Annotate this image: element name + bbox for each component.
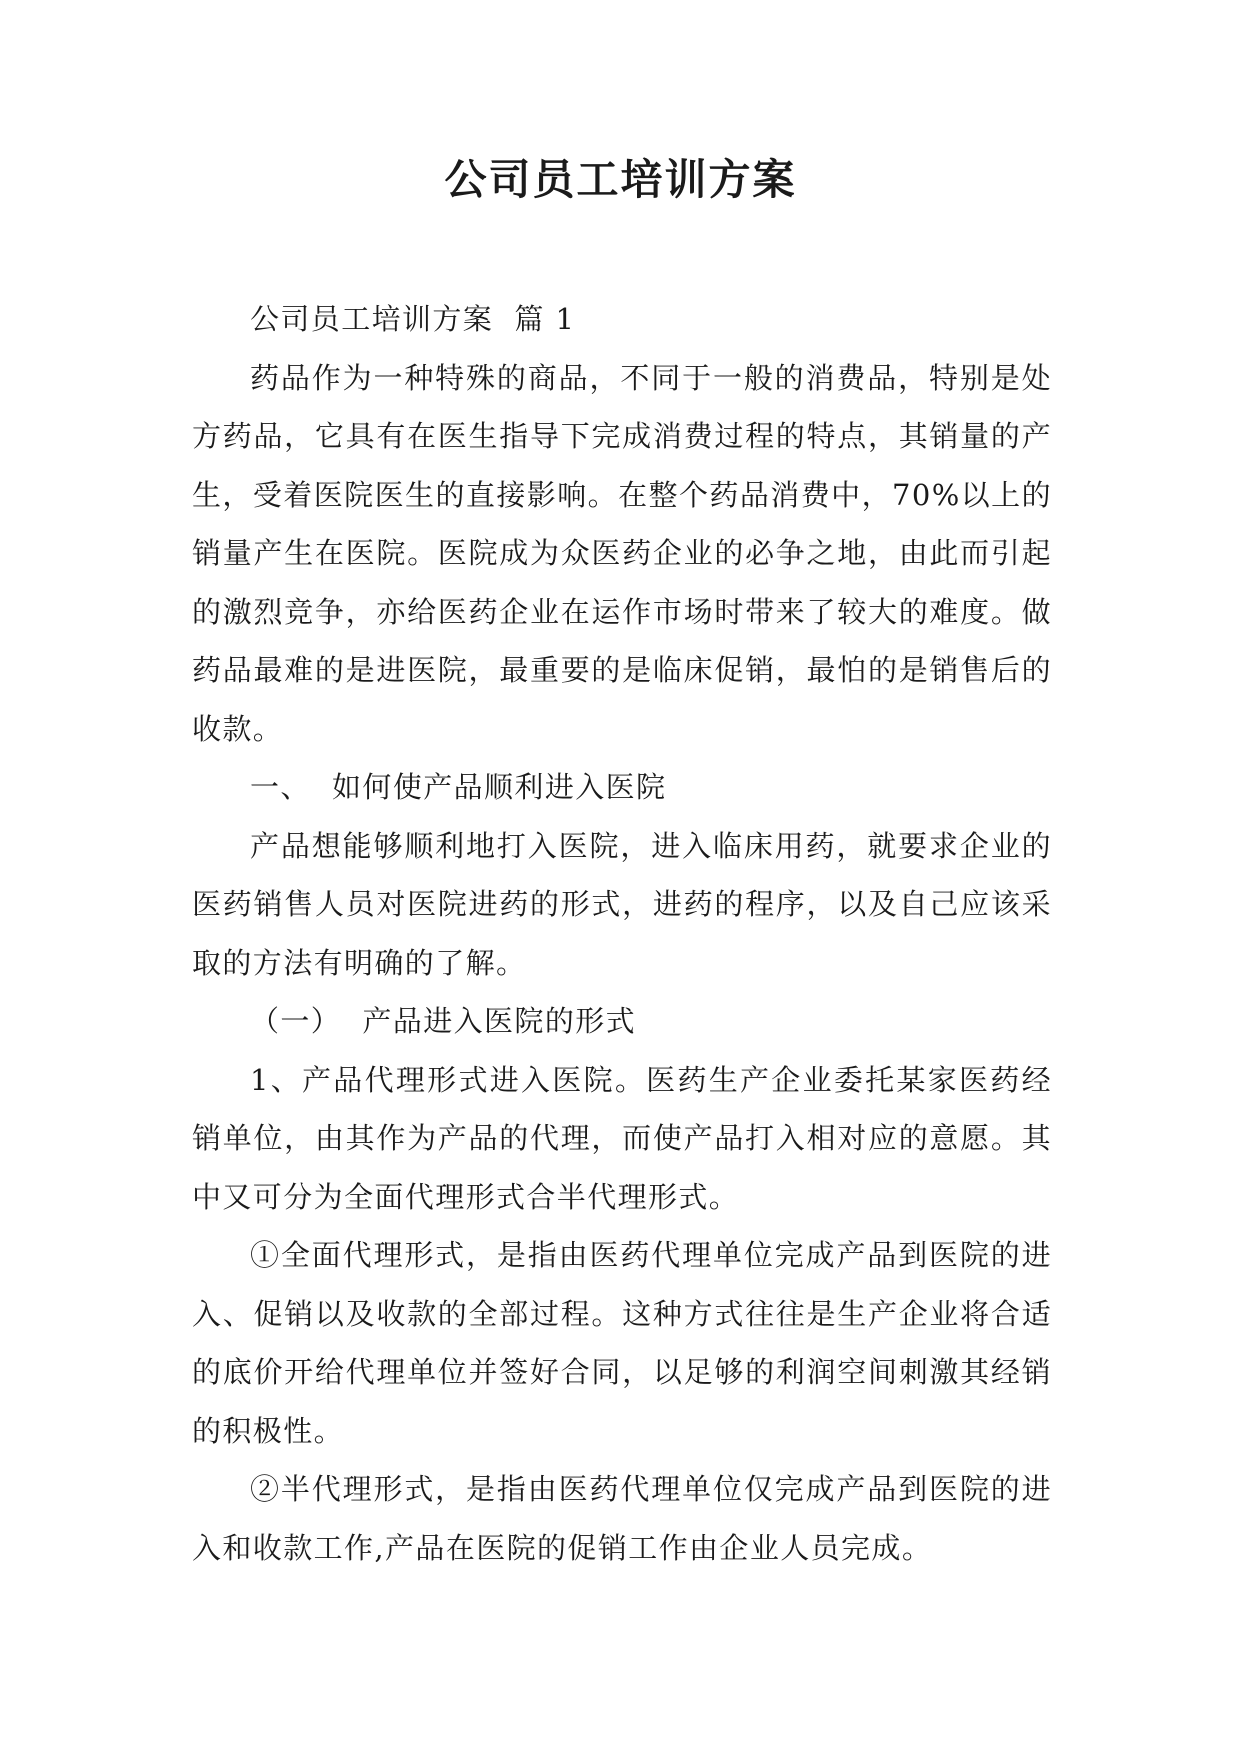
paragraph-full-agency: ①全面代理形式，是指由医药代理单位完成产品到医院的进入、促销以及收款的全部过程。这种方式往往是生产企业将合适的底价开给代理单位并签好合同，以足够的利润空间刺激其经销的积极性。 (192, 1238, 1052, 1448)
document-body (192, 290, 1052, 1577)
subsection-heading-1: （一） 产品进入医院的形式 (250, 1004, 637, 1038)
paragraph-intro: 药品作为一种特殊的商品，不同于一般的消费品，特别是处方药品，它具有在医生指导下完成消费过程的特点，其销量的产生，受着医院医生的直接影响。在整个药品消费中，70%以上的销量产生在医院。医院成为众医药企业的必争之地，由此而引起的激烈竞争，亦给医药企业在运作市场时带来了较大的难度。做药品最难的是进医院，最重要的是临床促销，最怕的是销售后的收款。 (192, 360, 1052, 746)
paragraph-hospital-entry: 产品想能够顺利地打入医院，进入临床用药，就要求企业的医药销售人员对医院进药的形式，进药的程序，以及自己应该采取的方法有明确的了解。 (192, 828, 1052, 980)
paragraph-agency-form: 1、产品代理形式进入医院。医药生产企业委托某家医药经销单位，由其作为产品的代理，而使产品打入相对应的意愿。其中又可分为全面代理形式合半代理形式。 (192, 1062, 1052, 1214)
paragraph-half-agency: ②半代理形式，是指由医药代理单位仅完成产品到医院的进入和收款工作,产品在医院的促销工作由企业人员完成。 (192, 1472, 1052, 1565)
section-subtitle: 公司员工培训方案 篇 1 (250, 302, 576, 336)
document-title: 公司员工培训方案 (444, 155, 797, 204)
section-heading-1: 一、 如何使产品顺利进入医院 (250, 770, 667, 804)
